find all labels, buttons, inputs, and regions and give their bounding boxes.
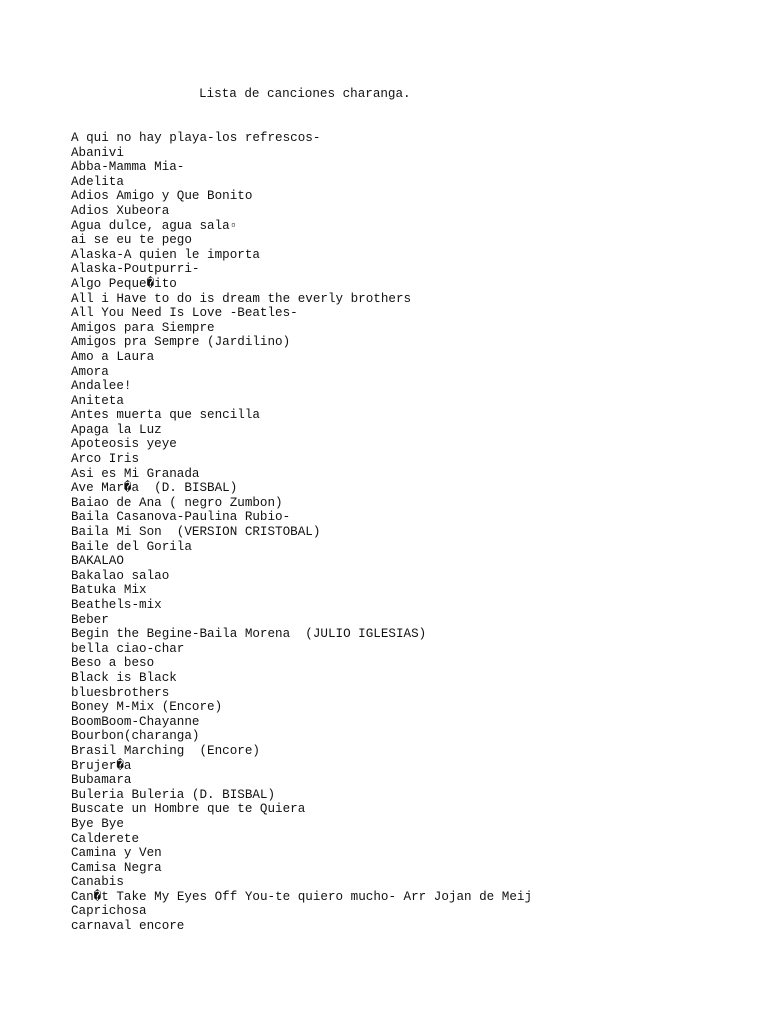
- song-list-item: Calderete: [71, 831, 140, 846]
- song-list: [71, 131, 532, 934]
- song-list-item: BAKALAO: [71, 554, 124, 569]
- song-list-item: A qui no hay playa-los refrescos-: [71, 131, 321, 145]
- song-list-item: Bakalao salao: [71, 568, 170, 583]
- song-list-item: Amora: [71, 364, 109, 379]
- song-list-item: Canabis: [71, 875, 124, 890]
- song-list-item: Beber: [71, 612, 109, 627]
- song-list-item: Andalee!: [71, 379, 132, 394]
- song-list-item: Adios Xubeora: [71, 203, 170, 218]
- song-list-item: Bourbon(charanga): [71, 729, 200, 744]
- document-title: Lista de canciones charanga.: [199, 87, 411, 101]
- song-list-item: Caprichosa: [71, 904, 147, 919]
- song-list-item: Ave Mar�a (D. BISBAL): [71, 481, 238, 496]
- song-list-item: Aniteta: [71, 393, 124, 408]
- song-list-item: Abanivi: [71, 145, 124, 160]
- song-list-item: Apaga la Luz: [71, 422, 162, 437]
- song-list-item: Buscate un Hombre que te Quiera: [71, 802, 306, 817]
- song-list-item: Bye Bye: [71, 816, 124, 831]
- song-list-item: ai se eu te pego: [71, 233, 192, 248]
- song-list-item: Camina y Ven: [71, 846, 162, 861]
- song-list-item: Black is Black: [71, 670, 177, 685]
- song-list-item: Buleria Buleria (D. BISBAL): [71, 787, 276, 802]
- song-list-item: bella ciao-char: [71, 641, 185, 656]
- song-list-item: Arco Iris: [71, 452, 140, 467]
- song-list-item: Baila Mi Son (VERSION CRISTOBAL): [71, 525, 321, 540]
- song-list-item: Camisa Negra: [71, 860, 162, 875]
- song-list-item: Amo a Laura: [71, 349, 155, 364]
- song-list-item: Apoteosis yeye: [71, 437, 177, 452]
- song-list-item: Boney M-Mix (Encore): [71, 700, 223, 715]
- song-list-item: Baile del Gorila: [71, 539, 192, 554]
- song-list-item: Adios Amigo y Que Bonito: [71, 189, 253, 204]
- song-list-item: Brujer�a: [71, 758, 132, 773]
- song-list-item: Amigos para Siempre: [71, 320, 215, 335]
- song-list-item: Baila Casanova-Paulina Rubio-: [71, 510, 291, 525]
- song-list-item: Can�t Take My Eyes Off You-te quiero mucho- Arr Jojan de Meij: [71, 889, 533, 904]
- song-list-item: Adelita: [71, 174, 124, 189]
- song-list-item: Alaska-A quien le importa: [71, 247, 260, 262]
- song-list-item: Algo Peque�ito: [71, 276, 177, 291]
- song-list-item: Bubamara: [71, 773, 132, 788]
- song-list-item: Abba-Mamma Mia-: [71, 160, 185, 175]
- song-list-item: BoomBoom-Chayanne: [71, 714, 200, 729]
- song-list-item: carnaval encore: [71, 919, 185, 934]
- song-list-item: Beso a beso: [71, 656, 155, 671]
- song-list-item: Beathels-mix: [71, 598, 162, 612]
- song-list-item: Antes muerta que sencilla: [71, 408, 260, 423]
- song-list-item: Asi es Mi Granada: [71, 466, 200, 481]
- song-list-item: bluesbrothers: [71, 685, 170, 700]
- song-list-item: Baiao de Ana ( negro Zumbon): [71, 495, 283, 510]
- song-list-item: Brasil Marching (Encore): [71, 743, 260, 758]
- song-list-item: Agua dulce, agua sala▫: [71, 218, 238, 233]
- song-list-item: Begin the Begine-Baila Morena (JULIO IGLESIAS): [71, 627, 427, 642]
- song-list-item: All i Have to do is dream the everly brothers: [71, 291, 412, 306]
- song-list-item: Batuka Mix: [71, 583, 147, 598]
- song-list-item: All You Need Is Love -Beatles-: [71, 306, 298, 321]
- song-list-item: Alaska-Poutpurri-: [71, 262, 200, 277]
- song-list-item: Amigos pra Sempre (Jardilino): [71, 335, 291, 350]
